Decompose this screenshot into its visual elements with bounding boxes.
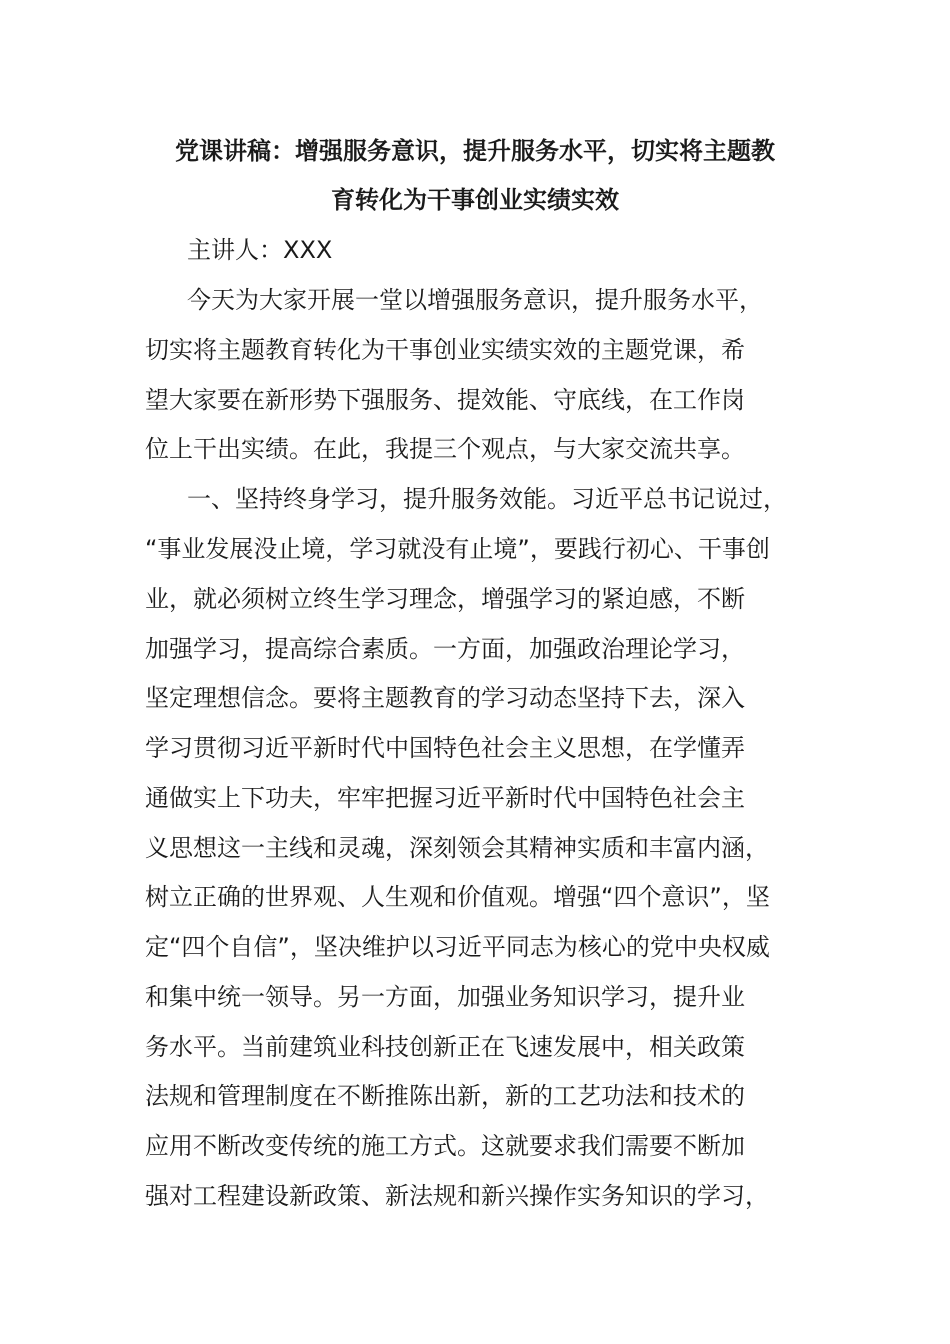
body-line: 务水平。当前建筑业科技创新正在飞速发展中，相关政策 — [145, 1033, 745, 1061]
body-line: 法规和管理制度在不断推陈出新，新的工艺功法和技术的 — [145, 1082, 745, 1110]
body-line: 坚定理想信念。要将主题教育的学习动态坚持下去，深入 — [145, 684, 745, 712]
body-line: 树立正确的世界观、人生观和价值观。增强“四个意识”，坚 — [145, 883, 770, 911]
body-line: 学习贯彻习近平新时代中国特色社会主义思想，在学懂弄 — [145, 734, 745, 762]
body-line: 加强学习，提高综合素质。一方面，加强政治理论学习， — [145, 635, 745, 663]
body-line: 定“四个自信”，坚决维护以习近平同志为核心的党中央权威 — [145, 933, 770, 961]
body-line: 位上干出实绩。在此，我提三个观点，与大家交流共享。 — [145, 435, 745, 463]
body-line: 和集中统一领导。另一方面，加强业务知识学习，提升业 — [145, 983, 745, 1011]
body-line: 应用不断改变传统的施工方式。这就要求我们需要不断加 — [145, 1132, 745, 1160]
document-title-line-1: 党课讲稿：增强服务意识，提升服务水平，切实将主题教 — [175, 137, 775, 165]
body-line: 望大家要在新形势下强服务、提效能、守底线，在工作岗 — [145, 386, 745, 414]
document-title-line-2: 育转化为干事创业实绩实效 — [331, 186, 619, 214]
body-line: 今天为大家开展一堂以增强服务意识，提升服务水平， — [187, 286, 763, 314]
body-line: 义思想这一主线和灵魂，深刻领会其精神实质和丰富内涵， — [145, 834, 769, 862]
body-line: 通做实上下功夫，牢牢把握习近平新时代中国特色社会主 — [145, 784, 745, 812]
body-line: 强对工程建设新政策、新法规和新兴操作实务知识的学习， — [145, 1182, 769, 1210]
body-line: 切实将主题教育转化为干事创业实绩实效的主题党课，希 — [145, 336, 745, 364]
body-line: 一、坚持终身学习，提升服务效能。习近平总书记说过， — [187, 485, 787, 513]
speaker-line: 主讲人：XXX — [187, 236, 333, 264]
body-line: “事业发展没止境，学习就没有止境”，要践行初心、干事创 — [145, 535, 770, 563]
body-line: 业，就必须树立终生学习理念，增强学习的紧迫感，不断 — [145, 585, 745, 613]
